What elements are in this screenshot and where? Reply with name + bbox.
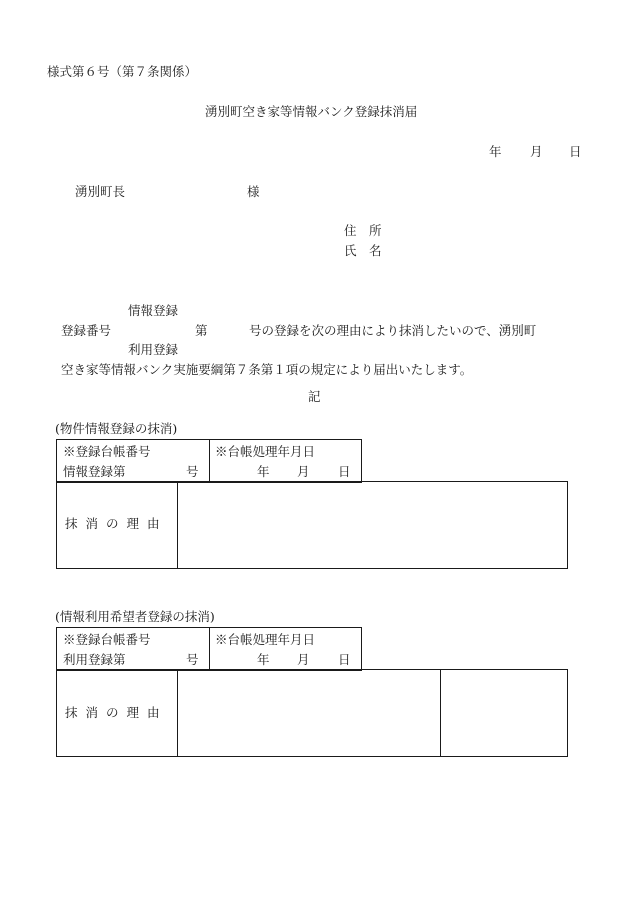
- section1-day: 日: [338, 464, 351, 479]
- section2-ledger-number-label: ※登録台帳番号: [63, 632, 151, 647]
- section2-year: 年: [257, 652, 270, 667]
- section1-ledger-divider: [209, 439, 210, 483]
- date-year-label: 年: [489, 144, 502, 159]
- section1-process-date-label: ※台帳処理年月日: [215, 444, 316, 459]
- section1-month: 月: [297, 464, 310, 479]
- ki-label: 記: [308, 389, 321, 404]
- section2-reason-field[interactable]: [180, 673, 437, 753]
- form-number: 様式第６号（第７条関係）: [47, 64, 198, 79]
- section2-reg-prefix: 利用登録第: [63, 652, 126, 667]
- section2-reason-divider: [177, 669, 178, 757]
- section1-reason-divider: [177, 481, 178, 569]
- section1-ledger-number-label: ※登録台帳番号: [63, 444, 151, 459]
- section1-year: 年: [257, 464, 270, 479]
- section1-go: 号: [186, 464, 199, 479]
- section2-heading: (情報利用希望者登録の抹消): [55, 609, 215, 624]
- date-month-label: 月: [530, 144, 543, 159]
- section1-reg-prefix: 情報登録第: [63, 464, 126, 479]
- section1-heading: (物件情報登録の抹消): [55, 421, 178, 436]
- body-line-2: 空き家等情報バンク実施要綱第７条第１項の規定により届出いたします。: [61, 362, 473, 377]
- section2-process-date-label: ※台帳処理年月日: [215, 632, 316, 647]
- section1-reason-field[interactable]: [180, 485, 564, 565]
- section2-reason-label: 抹消の理由: [65, 705, 168, 720]
- name-label: 氏 名: [344, 243, 382, 258]
- date-day-label: 日: [569, 144, 582, 159]
- body-line-1: 号の登録を次の理由により抹消したいので、湧別町: [249, 323, 537, 338]
- section2-reason-right-divider: [440, 669, 441, 757]
- option-info-registration: 情報登録: [128, 303, 179, 318]
- document-title: 湧別町空き家等情報バンク登録抹消届: [205, 104, 418, 119]
- section2-ledger-divider: [209, 627, 210, 671]
- addressee-name: 湧別町長: [75, 184, 126, 199]
- section2-month: 月: [297, 652, 310, 667]
- section2-day: 日: [338, 652, 351, 667]
- addressee-honorific: 様: [247, 184, 260, 199]
- registration-number-label: 登録番号: [61, 323, 112, 338]
- option-use-registration: 利用登録: [128, 342, 179, 357]
- dai-label: 第: [195, 323, 208, 338]
- section1-reason-label: 抹消の理由: [65, 516, 168, 531]
- address-label: 住 所: [344, 223, 382, 238]
- section2-go: 号: [186, 652, 199, 667]
